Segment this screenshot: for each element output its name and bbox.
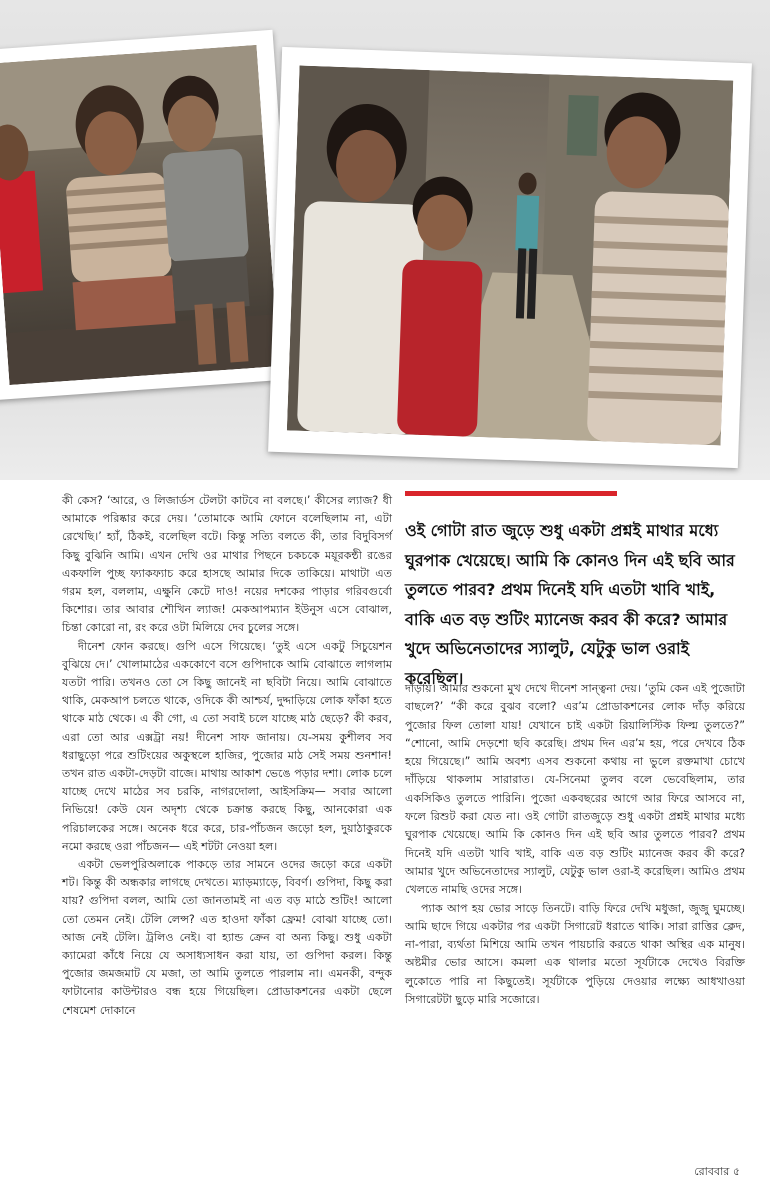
paragraph: কী কেস? ‘আরে, ও লিজার্ডস টেলটা কাটবে না বলছে।’ কীসের ল্যাজ? ধী আমাকে পরিষ্কার করে দেয়। ‘তোমাকে আমি ফোনে বলেছিলাম না, এটা রেখেছি।’ হ্যাঁ, ঠিকই, বলেছিল বটে। কিন্তু সত্যি বলতে কী, তার বিদুবিসর্গ কিছু বুঝিনি আমি। এখন দেখি ওর মাথার পিছনে চকচকে ময়ূরকন্ঠী রঙের একফালি পুচ্ছ ফ্যাকফ্যাচ করে হাসছে আমার দিকে তাকিয়ে। মাথাটা এত গরম হল, বললাম, এক্ষুনি কেটে দাও! নয়ের দশকের পাড়ার গরিবগুর্বো কিশোর। তার আবার শৌখিন ল্যাজ! মেকআপম্যান ইউনুস এসে বোঝাল, চিন্তা কোরো না, রং করে ওটা মিলিয়ে দেব চুলের সঙ্গে। — [62, 494, 392, 635]
paragraph: একটা ভেলপুরিঅলাকে পাকড়ে তার সামনে ওদের জড়ো করে একটা শট। কিন্তু কী অন্ধকার লাগছে দেখতে। ম্যাড়ম্যাড়ে, বিবর্ণ। গুপিদা, কিছু করা যায়? গুপিদা বলল, আমি তো জানতামই না এত বড় মাঠে শুটিং! আলো তো তেমন নেই। টেলি লেন্স? এত হাওদা ফাঁকা ফ্রেম! বোঝা যাচ্ছে তো। আজ নেই টেলি। ট্রলিও নেই। বা হ্যান্ড ক্রেন বা অন্য কিছু। শুধু একটা ক্যামেরা কাঁধে নিয়ে যে অসাধ্যসাধন করা যায়, তা গুপিদা করল। কিন্তু পুজোর জমজমাট যে মজা, তা আমি তুলতে পারলাম না। এমনকী, বন্দুক ফাটানোর কাউন্টারও বন্ধ হয়ে গিয়েছিল। প্রোডাকশনের একটা ছেলে শেষমেশ দোকানে — [62, 858, 392, 1017]
photo-right — [287, 66, 733, 446]
paragraph: প্যাক আপ হয় ভোর সাড়ে তিনটে। বাড়ি ফিরে দেখি মধুজা, জুজু ঘুমচ্ছে। আমি ছাদে গিয়ে একটার পর একটা সিগারেট ধরাতে থাকি। সারা রাত্তির ক্লেদ, না-পারা, ব্যর্থতা মিশিয়ে আমি তখন পায়চারি করতে থাকা অস্থির এক মানুষ। অষ্টমীর ভোর আসে। কমলা এক থালার মতো সূর্যটাকে দেখেও বিরক্তি লুকোতে পারি না কিছুতেই। সূর্যটাকে পুড়িয়ে দেওয়ার লক্ষ্যে আধখাওয়া সিগারেটটা ছুড়ে মারি সজোরে। — [405, 901, 745, 1007]
pull-quote: ওই গোটা রাত জুড়ে শুধু একটা প্রশ্নই মাথার মধ্যে ঘুরপাক খেয়েছে। আমি কি কোনও দিন এই ছবি আর তুলতে পারব? প্রথম দিনেই যদি এতটা খাবি খাই, বাকি এত বড় শুটিং ম্যানেজ করব কী করে? আমার খুদে অভিনেতাদের স্যালুট, যেটুকু ভাল ওরাই করেছিল। — [405, 521, 735, 688]
article-column-right — [405, 680, 745, 1009]
photo-left — [0, 45, 279, 385]
article-column-left — [62, 492, 392, 1020]
paragraph: দাঁড়ায়। আমার শুকনো মুখ দেখে দীনেশ সান্ত্বনা দেয়। ‘তুমি কেন এই পুজোটা বাছলে?’ “কী করে বুঝব বলো? এর’ম প্রোডাকশনের লোক দাঁড় করিয়ে পুজোর ফিল তোলা যায়! যেখানে চাই একটা রিয়ালিস্টিক ফিল্ম তুলতে?” “শোনো, আমি দেড়শো ছবি করেছি। প্রথম দিন এর’ম হয়, পরে দেখবে ঠিক হয়ে গিয়েছে।” আমি অবশ্য এসব শুকনো কথায় না ভুলে রক্তমাখা চোখে দাঁড়িয়ে থাকলাম সারারাত। যে-সিনেমা তুলব বলে ভেবেছিলাম, তার একসিকিও তুলতে পারিনি। পুজো একবছরের আগে আর ফিরে আসবে না, ফলে রিশুট করা যেত না। ওই গোটা রাতজুড়ে শুধু একটা প্রশ্নই মাথার মধ্যে ঘুরপাক খেয়েছে। আমি কি কোনও দিন এই ছবি আর তুলতে পারব? প্রথম দিনেই যদি এতটা খাবি খাই, বাকি এত বড় শুটিং ম্যানেজ করব কী করে? আমার খুদে অভিনেতাদের স্যালুট, যেটুকু ভাল ওরা-ই করেছিল। আমিও প্রথম খেলতে নামছি ওদের সঙ্গে। — [405, 682, 745, 897]
page-footer: রোববার ৫ — [694, 1165, 740, 1178]
pull-quote-rule — [405, 491, 617, 496]
photo-right-frame — [268, 47, 752, 468]
photo-left-frame — [0, 30, 297, 400]
paragraph: দীনেশ ফোন করছে। গুপি এসে গিয়েছে। ‘তুই এসে একটু সিচুয়েশন বুঝিয়ে দে।’ খোলামাঠের এককোণে বসে গুপিদাকে আমি বোঝাতে লাগলাম যতটা পারি। তখনও তো সে কিছু জানেই না ছবিটা নিয়ে। আমি বোঝাতে থাকি, মেকআপ চলতে থাকে, ওদিকে কী আশ্চর্য, দুদ্দাড়িয়ে লোক ফাঁকা হতে থাকে মাঠ থেকে। এ কী গো, এ তো সবাই চলে যাচ্ছে মাঠ ছেড়ে? কী করব, এরা তো আর এক্সট্রা নয়! দীনেশ সাফ জানায়। যে-সময় কুশীলব সব ধরাছুড়ো পরে শুটিংয়ের অকুস্থলে হাজির, পুজোর মাঠ সেই সময় শুনশান! তখন রাত একটা-দেড়টা বাজে। মাথায় আকাশ ভেঙে পড়ার দশা। লোক চলে যাচ্ছে দেখে মাঠের সব চরকি, নাগরদোলা, আইসক্রিম— সবার আলো নিভিয়ে! কেউ যেন অদৃশ্য থেকে চক্রান্ত করছে কিছু, আনকোরা এক পরিচালকের সঙ্গে। অনেক ধরে করে, চার-পাঁচজন জড়ো হল, দুয়াঠাকুরকে নমো করছে ওরা পাঁচজন— এই শটটা নেওয়া হল। — [62, 639, 392, 853]
